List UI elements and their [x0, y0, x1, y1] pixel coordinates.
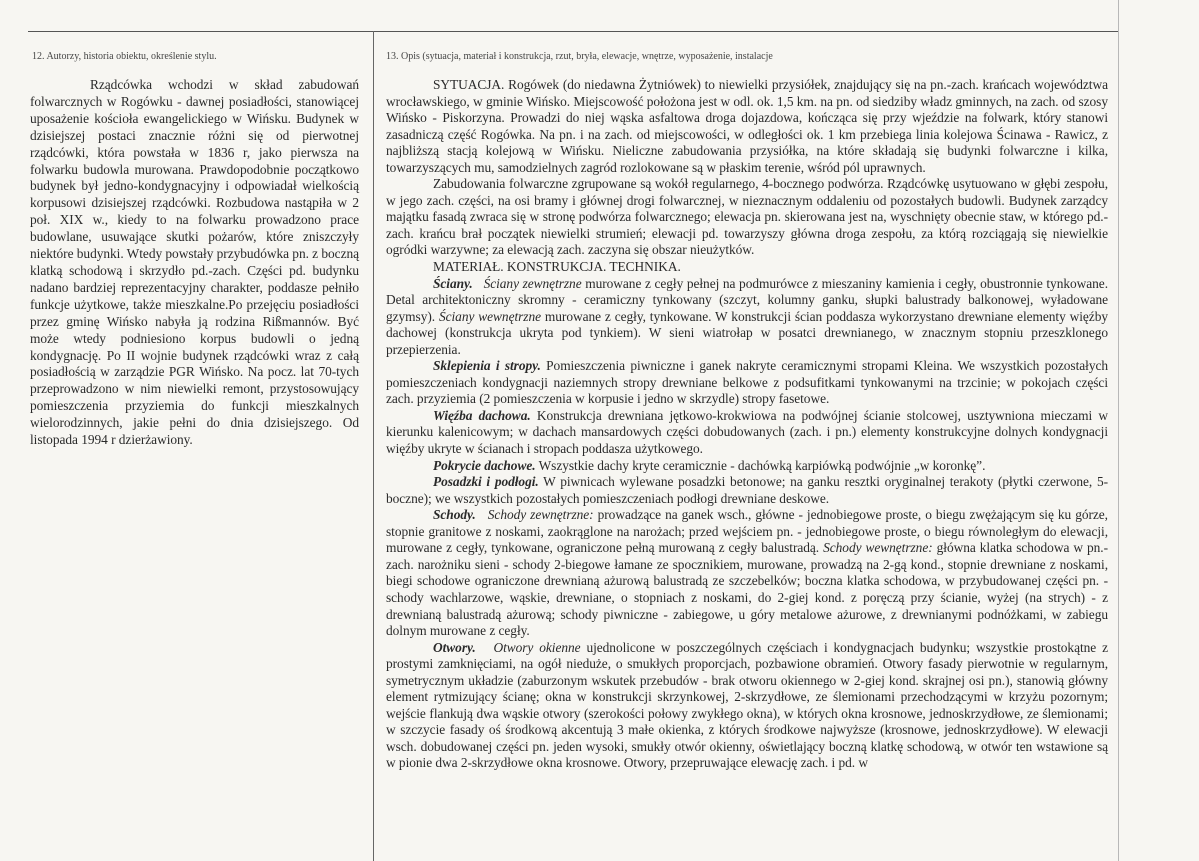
floors-paragraph — [386, 474, 1108, 507]
situation-paragraph: SYTUACJA. Rogówek (do niedawna Żytniówek) to niewielki przysiółek, znajdujący się na pn.-zach. krańcach województwa wrocławskiego, w gminie Wińsko. Miejscowość położona jest w odl. ok. 1,5 km. na pn. od siedziby władz gminnych, na zach. od szosy Wińsko - Piskorzyna. Prowadzi do niej wąska asfaltowa droga dojazdowa, kończąca się przy wjeździe na folwark, który stanowi zasadniczą część Rogówka. Na pn. i na zach. od miejscowości, w odległości ok. 1 km przebiega linia kolejowa Ścinawa - Rawicz, z najbliższą stacją kolejową w Wińsku. Nieliczne zabudowania przysiółka, na które składają się budynki folwarczne i kilka, towarzyszących mu, samodzielnych zagród rozlokowane są w płaskim terenie, wśród pól uprawnych. — [386, 77, 1108, 175]
walls-text-2: murowane z cegły, tynkowane. W konstrukcji ścian poddasza wykorzystano drewniane elementy więźby dachowej (konstrukcja ukryta pod tynkiem). W sieni wiatrołap w posatci drewnianego, w znacznym stopniu przeszklonego przepierzenia. — [386, 308, 1108, 357]
top-rule — [28, 31, 1119, 32]
column-divider — [373, 31, 374, 861]
roofing-paragraph — [386, 458, 1108, 475]
description-column — [386, 50, 1108, 772]
inner-walls-label: Ściany wewnętrzne — [438, 308, 541, 324]
walls-text-1: murowane z cegły pełnej na podmurówce z mieszaniny kamienia i cegły, obustronnie tynkowane. Detal architektoniczny skromny - ceramiczny tynkowany (szczyt, kolumny ganku, słupki balustrady balkonowej, wyładowane gzymsy). — [386, 275, 1108, 324]
vaults-text: Pomieszczenia piwniczne i ganek nakryte ceramicznymi stropami Kleina. We wszystkich pozostałych pomieszczeniach kondygnacji naziemnych stropy drewniane belkowe z podsufitkami tynkowanymi na trzcinie; w pokojach części zach. przyziemia (2 pomieszczenia w korpusie i jedno w skrzydle) stropy fasetowe. — [386, 358, 1109, 407]
walls-paragraph — [386, 276, 1108, 359]
right-edge-rule — [1118, 0, 1119, 861]
description-heading: 13. Opis (sytuacja, materiał i konstrukcja, rzut, bryła, elewacje, wnętrze, wyposażenie, instalacje — [386, 51, 773, 62]
floors-text: W piwnicach wylewane posadzki betonowe; na ganku resztki oryginalnej terakoty (płytki czerwone, 5-boczne); we wszystkich pozostałych pomieszczeniach podłogi drewniane deskowe. — [386, 474, 1108, 506]
floors-label: Posadzki i podłogi. — [433, 474, 539, 490]
stairs-text-1: prowadzące na ganek wsch., główne - jednobiegowe proste, o biegu zwężającym się ku górze, stopnie granitowe z noskami, zaokrąglone na narożach; przed wejściem pn. - jednobiegowe proste, o biegu równoległym do elewacji, murowane z cegły, tynkowane, ograniczone pełną murowaną z cegły balustradą. — [386, 507, 1108, 556]
stairs-text-2: główna klatka schodowa w pn.-zach. narożniku sieni - schody 2-biegowe łamane ze spocznikiem, murowane, prowadzą na 2-gą kond., stopnie drewniane z noskami, biegi schodowe ograniczone drewnianą ażurową balustradą ze szczebelków; boczna klatka schodowa, w przybudowanej części pn. - schody wachlarzowe, wąskie, drewniane, o stopniach z noskami, do 2-giej kond. z poręczą przy ścianie, wyżej (na strych) - z drewnianą balustradą ażurową; schody piwniczne - zabiegowe, u góry metalowe ażurowe, z drewnianymi podnóżkami, w zabiegu dolnym murowane z cegły. — [386, 540, 1108, 639]
buildings-paragraph: Zabudowania folwarczne zgrupowane są wokół regularnego, 4-bocznego podwórza. Rządcówkę usytuowano w głębi zespołu, w jego zach. części, na osi bramy i głównej drogi folwarcznej, w nieznacznym oddaleniu od pozostałych budowli. Budynek zarządcy majątku fasadą zwraca się w stronę podwórza folwarcznego; elewacja pn. skierowana jest na, wyschnięty obecnie staw, w którego pd.-zach. krańcu brał początek niewielki strumień; elewacji pd. towarzyszy główna droga zespołu, za którą rozciągają się niewielkie ogródki warzywne; za elewacją zach. zaczyna się obszar nieużytków. — [386, 176, 1108, 258]
description-text — [386, 77, 1108, 772]
window-openings-label: Otwory okienne — [493, 639, 581, 655]
vaults-paragraph — [386, 358, 1108, 408]
history-paragraph: Rządcówka wchodzi w skład zabudowań folwarcznych w Rogówku - dawnej posiadłości, stanowiącej uposażenie kościoła ewangelickiego w Wińsku. Budynek w dzisiejszej postaci znacznie różni się od pierwotnej rządcówki, która powstała w 1836 r, jako pierwsza na folwarku budowla murowana. Prawdopodobnie początkowo budynek był jedno-kondygnacyjny i odpowiadał wielkością korpusowi dzisiejszej rządcówki. Rozbudowa nastąpiła w 2 poł. XIX w., kiedy to na folwarku prowadzono prace budowlane, usuwające skutki pożarów, które zniszczyły niektóre budynki. Wtedy powstały przybudówka pn. z boczną klatką schodową i skrzydło pd.-zach. Części pd. budynku nadano bardziej reprezentacyjny charakter, poddasze pełniło funkcje użytkowe, także mieszkalne.Po przejęciu posiadłości przez gminę Wińsko nabyła ją rodzina Rißmannów. Być może wtedy podniesiono korpus budowli o jedną kondygnację. Po II wojnie budynek rządcówki wraz z całą posiadłością w zarządzie PGR Wińsko. Na pocz. lat 70-tych przeprowadzono w nim niewielki remont, przystosowujący pomieszczenia przyziemia do funkcji mieszkalnych wielorodzinnych, jakie pełni do dnia dzisiejszego. Od listopada 1994 r dzierżawiony. — [30, 77, 359, 448]
roof-truss-label: Więźba dachowa. — [433, 407, 531, 423]
outer-walls-label: Ściany zewnętrzne — [483, 275, 582, 291]
roof-truss-text: Konstrukcja drewniana jętkowo-krokwiowa na podwójnej ścianie stolcowej, usztywniona mieczami w kierunku kalenicowym; w dachach mansardowych części dobudowanych (zach. i pn.) elementy konstrukcyjne dolnych kondygnacji więźby ukryte w ścianach i stropach poddasza użytkowego. — [386, 407, 1108, 457]
material-heading: MATERIAŁ. KONSTRUKCJA. TECHNIKA. — [433, 259, 681, 275]
inner-stairs-label: Schody wewnętrzne: — [823, 540, 933, 556]
outer-stairs-label: Schody zewnętrzne: — [487, 507, 594, 523]
history-heading: 12. Autorzy, historia obiektu, określenie stylu. — [32, 51, 217, 62]
roofing-text: Wszystkie dachy kryte ceramicznie - dachówką karpiówką podwójnie „w koronkę”. — [535, 457, 986, 473]
history-column — [30, 50, 359, 449]
walls-label: Ściany. — [433, 275, 473, 291]
roofing-label: Pokrycie dachowe. — [433, 457, 536, 473]
stairs-paragraph — [386, 507, 1108, 639]
openings-paragraph — [386, 640, 1108, 772]
roof-truss-paragraph — [386, 408, 1108, 458]
openings-text: ujednolicone w poszczególnych częściach i kondygnacjach budynku; wszystkie prostokątne z prostymi zamknięciami, na ogół nieduże, o smukłych proporcjach, pozbawione obramień. Otwory fasady pierwotnie w regularnym, symetrycznym układzie (zaburzonym wskutek przebudów - brak otworu okiennego w 2-giej kond. skrajnej osi pn.), stanowią główny element rytmizujący ścianę; okna w konstrukcji skrzynkowej, 2-skrzydłowe, ze ślemionami przechodzącymi w krzyżu pozornym; wejście flankują dwa wąskie otwory (szerokości połowy zwykłego okna), w których okna krosnowe, jednoskrzydłowe, ze ślemionami; w szczycie fasady oś środkową akcentują 3 małe okienka, z których środkowe najwyższe (krosnowe, jednoskrzydłowe). W elewacji wsch. dobudowanej części pn. jeden wysoki, smukły otwór okienny, oświetlający boczną klatkę schodową, w otwór ten wstawione są w pionie dwa 2-skrzydłowe okna krosnowe. Otwory, przepruwające elewację zach. i pd. w — [386, 639, 1108, 771]
openings-label: Otwory. — [433, 639, 476, 655]
history-text — [30, 77, 359, 449]
vaults-label: Sklepienia i stropy. — [433, 358, 541, 374]
stairs-label: Schody. — [433, 507, 476, 523]
